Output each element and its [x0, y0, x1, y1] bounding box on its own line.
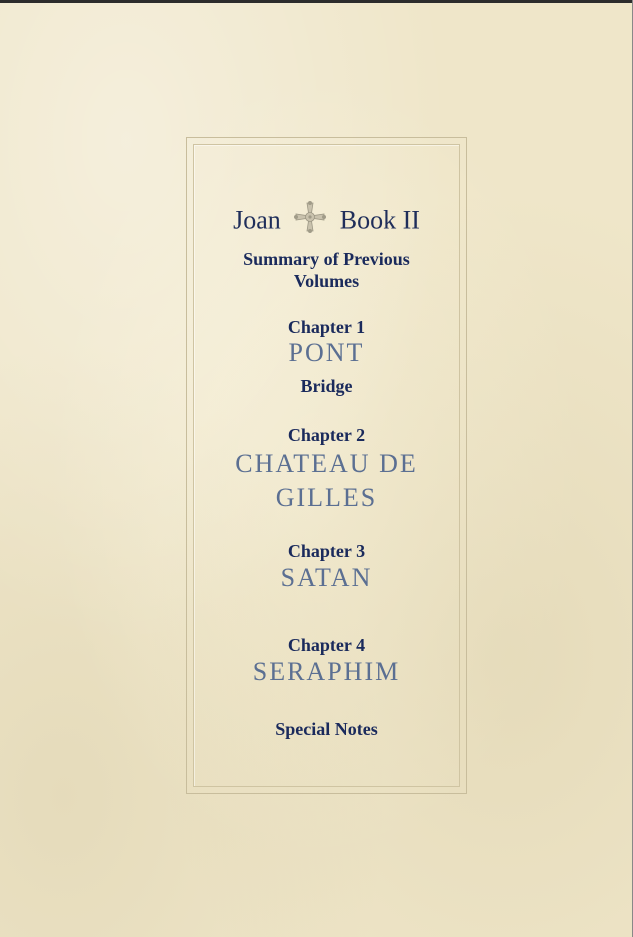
chapter-1-title[interactable]: PONT — [288, 338, 365, 367]
title-book-ii: Book II — [339, 205, 420, 235]
chapter-3-title[interactable]: SATAN — [280, 563, 373, 592]
chapter-4-label[interactable]: Chapter 4 — [287, 635, 366, 655]
chapter-1-label[interactable]: Chapter 1 — [287, 317, 366, 337]
chapter-2-label[interactable]: Chapter 2 — [287, 425, 366, 445]
cross-ornament-icon — [293, 200, 327, 241]
page-title — [186, 200, 467, 241]
chapter-3-label[interactable]: Chapter 3 — [287, 541, 366, 561]
chapter-4-title[interactable]: SERAPHIM — [252, 657, 401, 686]
summary-link[interactable]: Summary of Previous Volumes — [243, 249, 410, 291]
title-joan: Joan — [233, 205, 281, 235]
special-notes-link[interactable]: Special Notes — [275, 719, 378, 739]
chapter-2-title[interactable]: CHATEAU DE GILLES — [235, 449, 418, 512]
top-edge-bar — [0, 0, 633, 3]
chapter-1-subtitle[interactable]: Bridge — [300, 376, 353, 396]
